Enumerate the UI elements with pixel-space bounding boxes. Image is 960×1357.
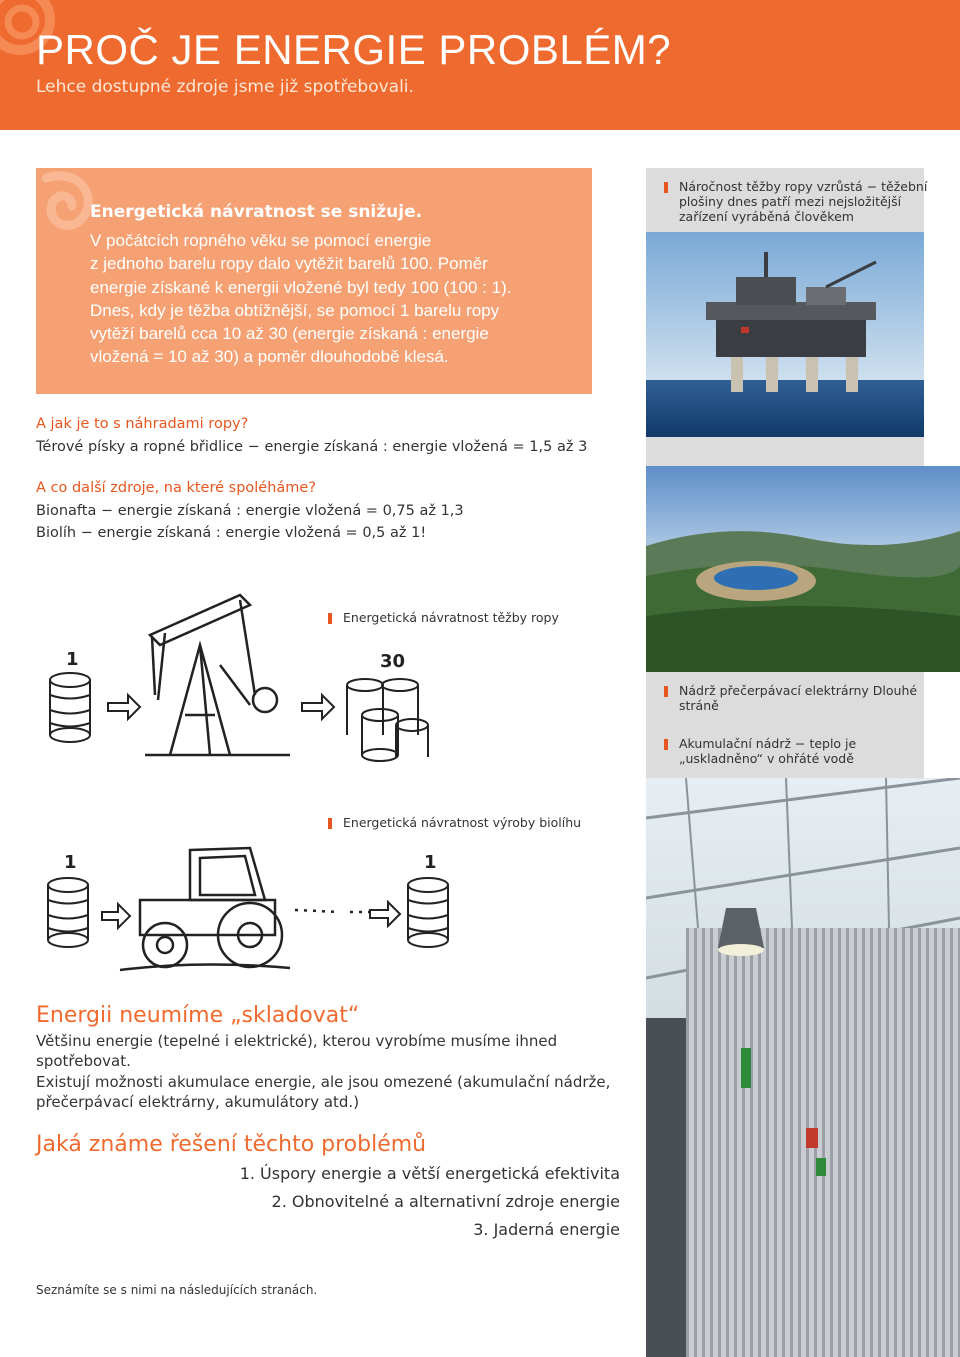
reservoir-photo [646, 466, 960, 672]
caption-marker [328, 818, 332, 829]
arrow-right-icon [102, 904, 130, 928]
storage-paragraph-1: Většinu energie (tepelné i elektrické), kterou vyrobíme musíme ihned spotřebovat. [36, 1032, 558, 1070]
barrel-stack-input-icon [50, 673, 90, 742]
biofuel-tractor-diagram [40, 840, 460, 990]
storage-paragraph-2: Existují možnosti akumulace energie, ale jsou omezené (akumulační nádrže, přečerpávací elektrárny, akumulátory atd.) [36, 1073, 611, 1111]
tar-sands-text: Térové písky a ropné břidlice − energie získaná : energie vložená = 1,5 až 3 [36, 439, 588, 455]
arrow-right-icon [370, 902, 400, 926]
footnote: Seznámíte se s nimi na následujících stranách. [36, 1283, 318, 1297]
pumpjack-icon [145, 595, 290, 755]
caption-text: Energetická návratnost výroby biolíhu [343, 815, 582, 830]
info-line: vytěží barelů cca 10 až 30 (energie získaná : energie [90, 324, 489, 344]
storage-heading: Energii neumíme „skladovat“ [36, 1003, 360, 1028]
info-box-title: Energetická návratnost se snižuje. [90, 202, 423, 222]
info-line: energie získané k energii vložené byl tedy 100 (100 : 1). [90, 277, 512, 297]
barrel-stack-output-icon [347, 679, 428, 761]
solution-item: 1. Úspory energie a větší energetická efektivita [239, 1164, 620, 1183]
info-line: V počátcích ropného věku se pomocí energie [90, 231, 432, 250]
caption-text: Akumulační nádrž − teplo je „uskladněno“ v ohřáté vodě [679, 736, 857, 766]
caption-text: Náročnost těžby ropy vzrůstá − těžební plošiny dnes patří mezi nejsložitější zařízení vyráběná člověkem [679, 179, 928, 224]
barrel-stack-output-icon [408, 878, 448, 947]
oil-input-number: 1 [66, 649, 79, 670]
info-box-body [90, 229, 580, 369]
solution-item: 3. Jaderná energie [473, 1220, 620, 1239]
page-subtitle: Lehce dostupné zdroje jsme již spotřebovali. [36, 77, 414, 97]
question-substitutes: A jak je to s náhradami ropy? [36, 416, 249, 432]
caption-reservoir [664, 683, 935, 713]
caption-marker [664, 182, 668, 193]
biodiesel-text: Bionafta − energie získaná : energie vložená = 0,75 až 1,3 [36, 503, 464, 519]
page-title: PROČ JE ENERGIE PROBLÉM? [36, 26, 672, 73]
info-line: z jednoho barelu ropy dalo vytěžit barelů 100. Poměr [90, 254, 488, 274]
bioethanol-text: Biolíh − energie získaná : energie vložená = 0,5 až 1! [36, 525, 427, 541]
oil-platform-photo [646, 232, 924, 437]
info-line: vložená = 10 až 30) a poměr dlouhodobě klesá. [90, 347, 449, 367]
caption-marker [664, 686, 668, 697]
caption-biofuel-diagram [328, 815, 581, 830]
caption-tank [664, 736, 935, 766]
oil-pumpjack-diagram [40, 575, 460, 770]
solution-item: 2. Obnovitelné a alternativní zdroje energie [271, 1192, 620, 1211]
barrel-stack-input-icon [48, 878, 88, 947]
tractor-icon [120, 848, 370, 970]
info-line: Dnes, kdy je těžba obtížnější, se pomocí 1 barelu ropy [90, 300, 500, 320]
caption-text: Energetická návratnost těžby ropy [343, 610, 559, 625]
biofuel-output-number: 1 [424, 852, 437, 873]
biofuel-input-number: 1 [64, 852, 77, 873]
storage-tank-photo [646, 778, 960, 1357]
arrow-right-icon [108, 695, 140, 719]
oil-output-number: 30 [380, 651, 406, 672]
caption-text: Nádrž přečerpávací elektrárny Dlouhé stráně [679, 683, 918, 713]
caption-marker [664, 739, 668, 750]
arrow-right-icon [302, 695, 334, 719]
question-other-sources: A co další zdroje, na které spoléháme? [36, 480, 317, 496]
caption-platform [664, 179, 935, 224]
solutions-heading: Jaká známe řešení těchto problémů [36, 1132, 427, 1157]
